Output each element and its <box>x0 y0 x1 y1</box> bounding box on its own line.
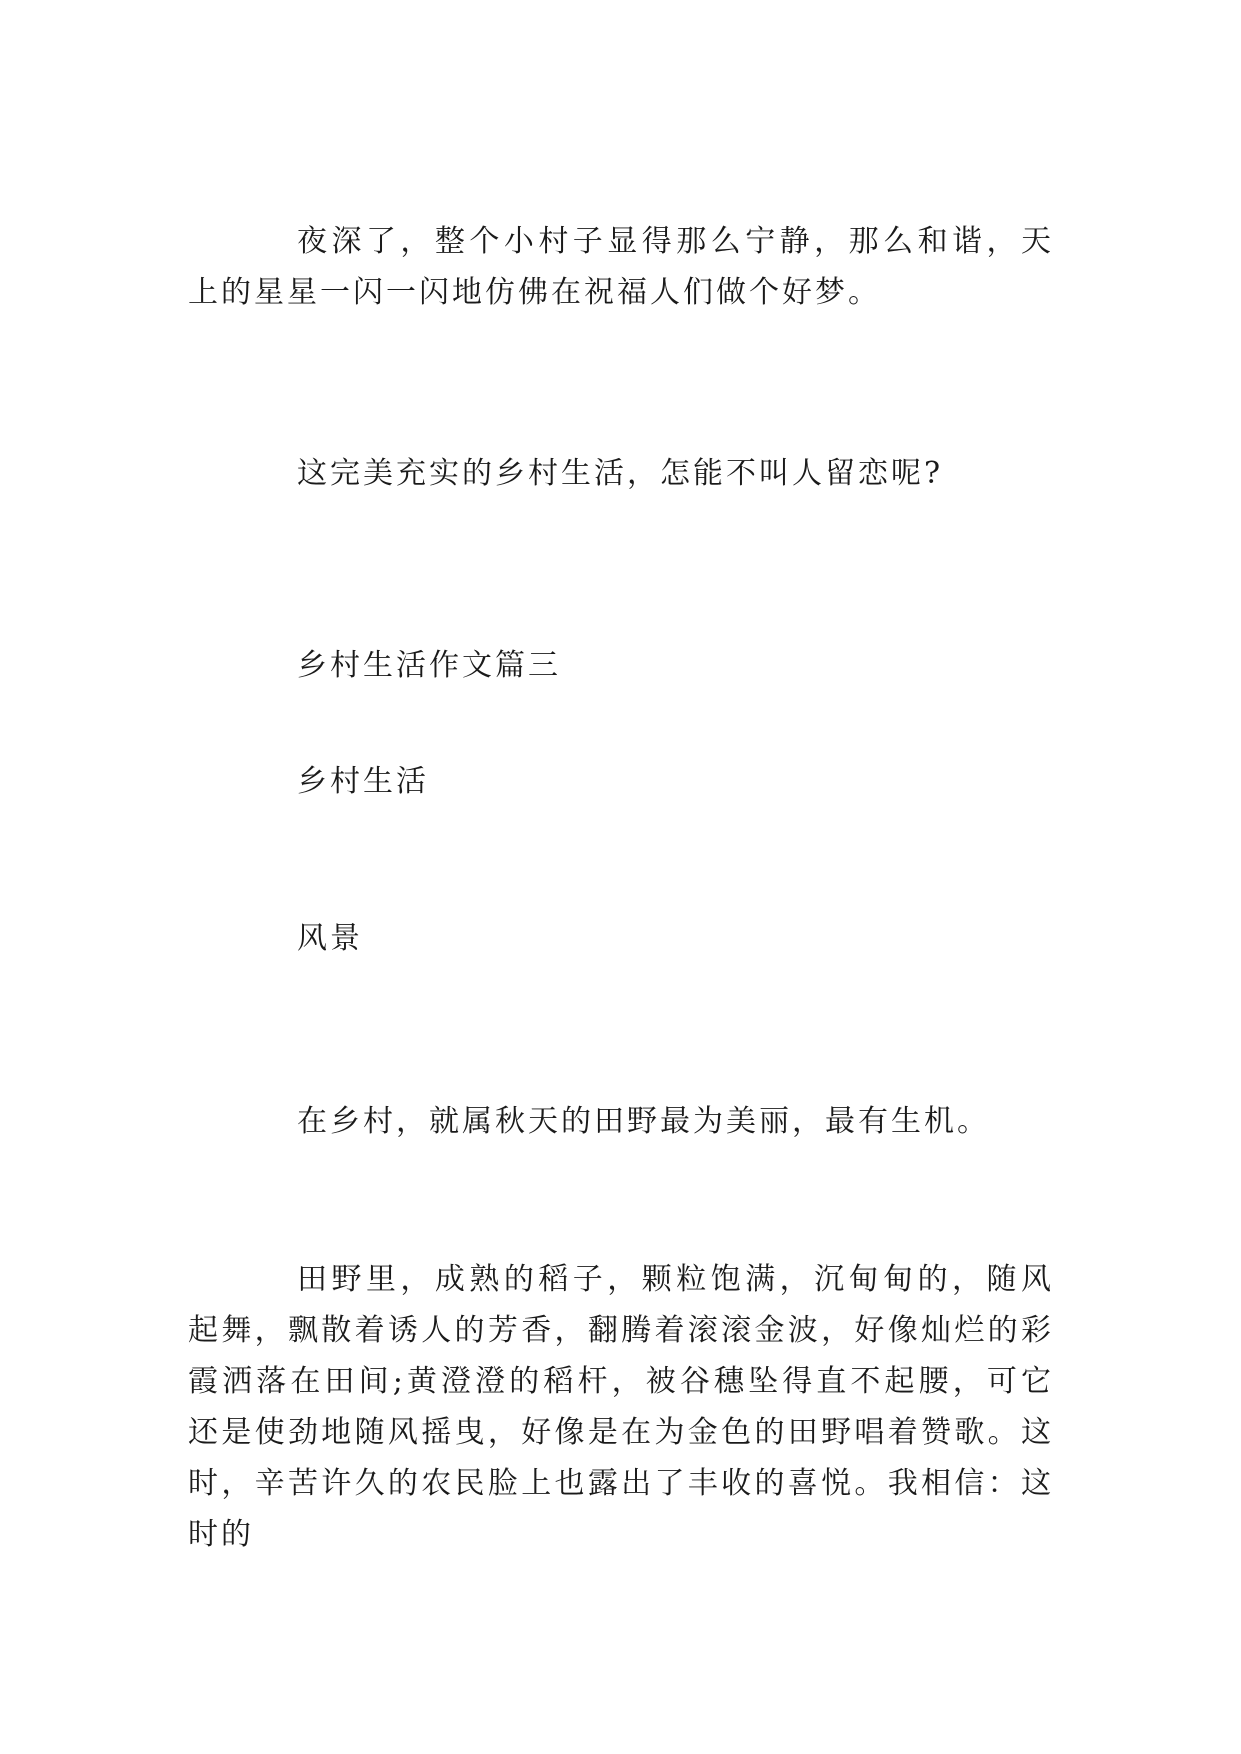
paragraph-fields-description: 田野里，成熟的稻子，颗粒饱满，沉甸甸的，随风起舞，飘散着诱人的芳香，翻腾着滚滚金波，好像灿烂的彩霞洒落在田间;黄澄澄的稻杆，被谷穗坠得直不起腰，可它还是使劲地随风摇曳，好像是在为金色的田野唱着赞歌。这时，辛苦许久的农民脸上也露出了丰收的喜悦。我相信：这时的 <box>188 1262 1054 1552</box>
section-title-essay-three: 乡村生活作文篇三 <box>297 648 561 683</box>
paragraph-autumn-fields-intro: 在乡村，就属秋天的田野最为美丽，最有生机。 <box>297 1104 990 1139</box>
paragraph-rural-life-question: 这完美充实的乡村生活，怎能不叫人留恋呢? <box>297 456 944 491</box>
subheading-scenery: 风景 <box>297 921 363 956</box>
subtitle-rural-life: 乡村生活 <box>297 764 429 799</box>
paragraph-night-village: 夜深了，整个小村子显得那么宁静，那么和谐，天上的星星一闪一闪地仿佛在祝福人们做个好梦。 <box>188 224 1054 310</box>
